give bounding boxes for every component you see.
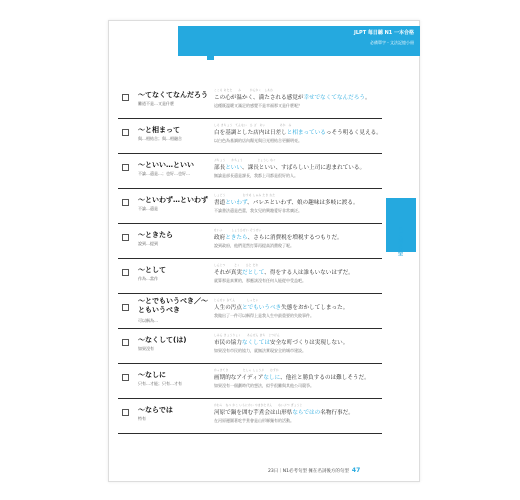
book-title: JLPT 每日聽 N1 一本合格 (353, 30, 414, 36)
pattern-translation: 與…相結合；與…相融合 (138, 136, 182, 141)
example-translation: 說到政府，他們竟然打算再提高消費稅了呢。 (214, 243, 294, 248)
example-sentence: 河原で鍋を囲む芋煮会は山形県ならではの名物行事だ。 (214, 410, 354, 416)
furigana: かわら なべ かこ いもにかい やまがたけん めいぶつ ぎょうじ (214, 404, 303, 407)
grammar-pattern: 〜と相まって (138, 126, 180, 134)
pattern-translation: 如果沒有 (138, 346, 154, 351)
furigana: しんじつ とく ひと だれ (214, 264, 259, 267)
example-translation: 如果沒有市民的協力，就無法實現安全的城市建設。 (214, 348, 306, 353)
grammar-pattern: 〜てなくてなんだろう (138, 91, 208, 99)
checkbox[interactable] (122, 409, 129, 416)
pattern-translation: 不論…還是…；也好…也好… (138, 171, 190, 176)
pattern-translation: 只有…才能；只有…才有 (138, 381, 182, 386)
furigana: こころ あたた み かんかく しあわ (214, 89, 273, 92)
grammar-row (118, 189, 382, 224)
grammar-row (118, 294, 382, 329)
grammar-row (118, 399, 382, 434)
grammar-row (118, 119, 382, 154)
checkbox[interactable] (122, 339, 129, 346)
pattern-translation: 不論…還是 (138, 206, 158, 211)
example-translation: 就算那是真實的，那應該沒有任何人能從中受益吧。 (214, 278, 306, 283)
furigana: かっきてき たしゃ しょうぶ むずか (214, 369, 279, 372)
pattern-translation: 特有 (138, 416, 146, 421)
grammar-pattern: 〜ときたら (138, 231, 173, 239)
example-translation: 這種既溫暖又滿足的感覺不是幸福那又是什麼呢？ (214, 103, 302, 108)
example-sentence: 白を基調とした店内は日差しと相まっているっそう明るく見える。 (214, 130, 382, 136)
grammar-row (118, 224, 382, 259)
furigana: ぶちょう かちょう じょうし めぐ (214, 159, 276, 162)
grammar-list (118, 84, 382, 434)
checkbox[interactable] (122, 129, 129, 136)
checkbox[interactable] (122, 374, 129, 381)
grammar-row (118, 364, 382, 399)
checkbox[interactable] (122, 304, 129, 311)
example-translation: 不論書法還是芭蕾，我女兒的興趣愛好非常廣泛。 (214, 208, 302, 213)
page-number: 47 (351, 467, 361, 474)
pattern-translation: 作為…當作 (138, 276, 158, 281)
example-translation: 無論是部長還是課長，我都上司都是很好的人。 (214, 173, 298, 178)
example-translation: 以白色為基調的店內陽光與日光相結合更顯明亮。 (214, 138, 302, 143)
grammar-pattern: 〜なしに (138, 371, 166, 379)
checkbox[interactable] (122, 269, 129, 276)
example-sentence: 書道といわず、バレエといわず、娘の趣味は多岐に渡る。 (214, 200, 359, 206)
example-sentence: 市民の協力なくしては安全な町づくりは実現しない。 (214, 340, 349, 346)
grammar-pattern: 〜として (138, 266, 166, 274)
pattern-translation: 可以稱為… (138, 318, 158, 323)
example-sentence: 人生の汚点とでもいうべき失態をおかしてしまった。 (214, 305, 349, 311)
grammar-pattern: 〜とでもいうべき／〜ともいうべき (138, 297, 208, 314)
furigana: しみん きょうりょく あんぜん まち じつげん (214, 334, 280, 337)
example-sentence: この心が温かく、満たされる感覚が幸せでなくてなんだろう。 (214, 95, 371, 101)
grammar-row (118, 259, 382, 294)
furigana: せいふ しょうひぜい ぞうぜい (214, 229, 262, 232)
furigana: しょどう むすめ しゅみ たき わた (214, 194, 276, 197)
example-sentence: 政府ときたら、さらに消費税を増税するつもりだ。 (214, 235, 343, 241)
checkbox[interactable] (122, 164, 129, 171)
checkbox[interactable] (122, 234, 129, 241)
example-translation: 在河原邊圍著吃芋煮會是山形縣獨有的活動。 (214, 418, 294, 423)
example-sentence: 部長といい、課長といい、すばらしい上司に恵まれている。 (214, 165, 366, 171)
checkbox[interactable] (122, 199, 129, 206)
example-sentence: 画期的なアイディアなしに、他社と勝負するのは難しそうだ。 (214, 375, 370, 381)
side-tab-label: N1 必考句型 (397, 226, 403, 256)
grammar-pattern: 〜なくして(は) (138, 336, 187, 344)
grammar-pattern: 〜ならでは (138, 406, 173, 414)
book-subtitle: 必備單字・文法記憶小冊 (370, 40, 414, 45)
example-translation: 我做出了一件可以稱得上是我人生中最重要的失敗事件。 (214, 313, 314, 318)
furigana: じんせい おてん しったい (214, 299, 259, 302)
grammar-row (118, 154, 382, 189)
cat-icon (206, 52, 215, 60)
checkbox[interactable] (122, 94, 129, 101)
grammar-row (118, 329, 382, 364)
footer-label: 23日｜N1必考句型 擁在名詞後方的句型 (268, 469, 349, 474)
pattern-translation: 難道不是…又是什麼 (138, 101, 174, 106)
grammar-pattern: 〜といわず…といわず (138, 196, 208, 204)
grammar-pattern: 〜といい…といい (138, 161, 194, 169)
pattern-translation: 說到…提到 (138, 241, 158, 246)
page-footer (268, 467, 360, 474)
grammar-row (118, 84, 382, 119)
example-sentence: それが真実だとして、得をする人は誰もいないはずだ。 (214, 270, 354, 276)
example-translation: 如果沒有一個劃時代的想法，似乎很難與其他公司競爭。 (214, 383, 314, 388)
furigana: しろ きちょう てんない ひ ざ あい あか み (214, 124, 292, 127)
